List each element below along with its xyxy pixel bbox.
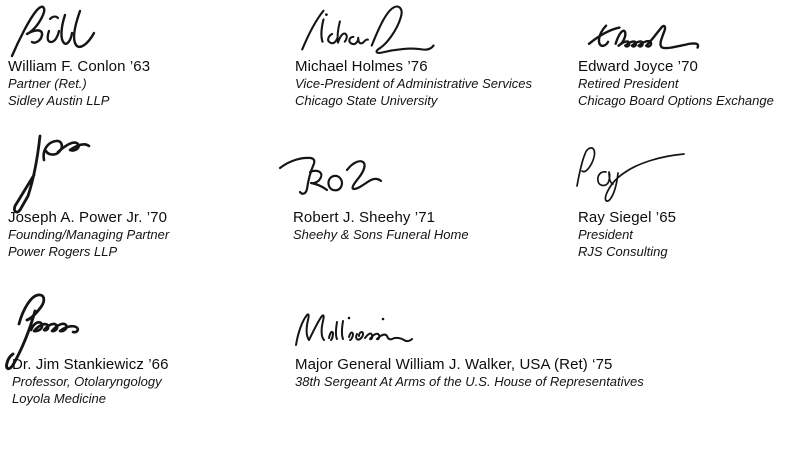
member-name: Major General William J. Walker, USA (Ret) ‘75 [295,356,613,373]
signature-siegel [566,141,688,207]
member-name: Ray Siegel ’65 [578,209,677,226]
member-org: Sidley Austin LLP [8,93,110,108]
member-org: Chicago State University [295,93,438,108]
member-name: Robert J. Sheehy ’71 [293,209,436,226]
board-member-card [8,132,278,267]
board-member-card [2,279,278,414]
member-text [295,356,644,390]
member-name: Edward Joyce ’70 [578,58,698,75]
member-org: Sheehy & Sons Funeral Home [293,227,469,242]
board-member-card [291,279,731,414]
member-name: Joseph A. Power Jr. ’70 [8,209,168,226]
member-title: Professor, Otolaryngology [12,374,162,389]
member-text [12,356,169,407]
member-name: Michael Holmes ’76 [295,58,428,75]
member-text [8,58,150,109]
member-text [8,209,169,260]
member-title: 38th Sergeant At Arms of the U.S. House of Representatives [295,374,644,389]
member-name: Dr. Jim Stankiewicz ’66 [12,356,169,373]
board-member-card [277,132,559,267]
member-org: Loyola Medicine [12,391,106,406]
member-text [293,209,469,243]
member-name: William F. Conlon ’63 [8,58,151,75]
member-org: Power Rogers LLP [8,244,118,259]
signature-holmes [291,4,439,60]
member-title: Founding/Managing Partner [8,227,170,242]
member-org: Chicago Board Options Exchange [578,93,774,108]
member-title: Vice-President of Administrative Services [295,76,532,91]
member-text [295,58,532,109]
member-title: Partner (Ret.) [8,76,87,91]
member-text [578,209,676,260]
board-member-card [291,3,573,128]
member-org: RJS Consulting [578,244,668,259]
signature-power [8,133,108,215]
signature-walker [291,304,429,352]
member-title: Retired President [578,76,679,91]
member-title: President [578,227,633,242]
board-member-card [578,3,784,128]
board-member-card [8,3,278,128]
signature-conlon [8,4,100,58]
signature-joyce [584,19,714,59]
board-member-card [566,132,784,267]
member-text [578,58,774,109]
signature-sheehy [277,150,399,202]
